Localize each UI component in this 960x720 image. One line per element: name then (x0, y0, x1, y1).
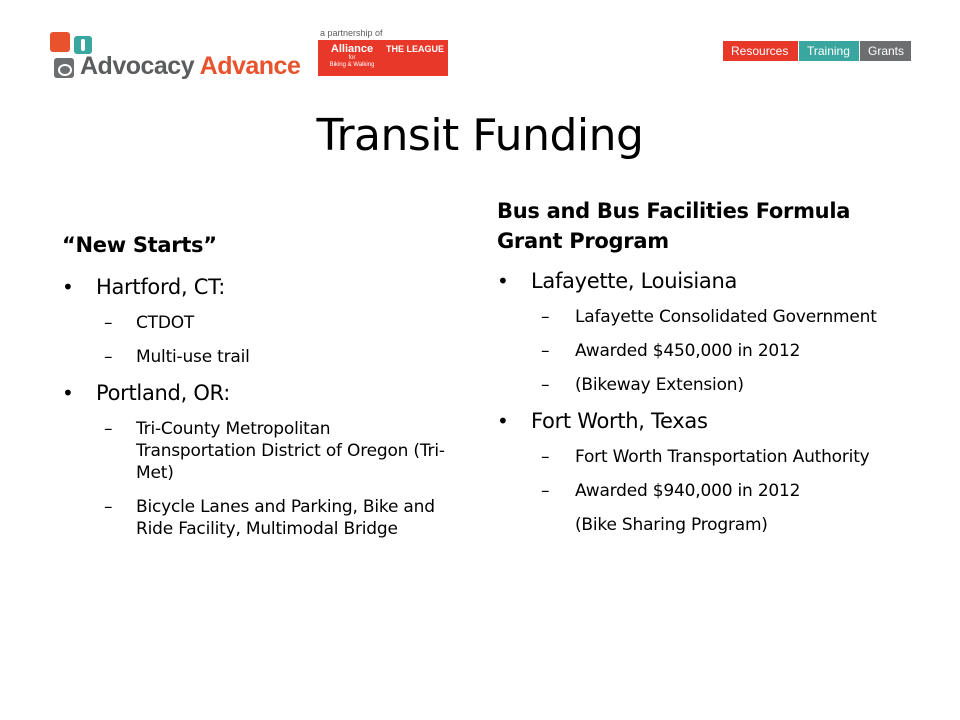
bullet-hartford: • Hartford, CT: (62, 274, 452, 300)
sub-text: (Bikeway Extension) (575, 375, 744, 395)
sub-item (62, 496, 452, 540)
sub-item (497, 306, 917, 328)
partnership-logos (318, 28, 492, 78)
sub-item (497, 480, 917, 502)
bullet-lafayette: • Lafayette, Louisiana (497, 268, 917, 294)
nav-resources-button[interactable]: Resources (723, 41, 799, 61)
bullet-portland: • Portland, OR: (62, 380, 452, 406)
dash-glyph: – (104, 419, 113, 439)
logo-wordmark: Advocacy Advance (80, 52, 301, 80)
slide-title: Transit Funding (316, 110, 644, 161)
sub-item (62, 312, 452, 334)
sub-text: Tri-County Metropolitan Transportation District of Oregon (Tri-Met) (136, 419, 445, 483)
sub-text: Bicycle Lanes and Parking, Bike and Ride Facility, Multimodal Bridge (136, 497, 435, 539)
sub-item (62, 418, 452, 484)
logo-square-orange (50, 32, 70, 52)
sub-text: Awarded $940,000 in 2012 (575, 481, 801, 501)
sub-text: Awarded $450,000 in 2012 (575, 341, 801, 361)
left-heading: “New Starts” (62, 233, 217, 257)
dash-glyph: – (541, 307, 550, 327)
sub-text: Fort Worth Transportation Authority (575, 447, 870, 467)
nav-grants-button[interactable]: Grants (860, 41, 911, 61)
dash-glyph: – (541, 447, 550, 467)
top-nav (723, 41, 911, 61)
dash-glyph: – (104, 347, 113, 367)
dash-glyph: – (104, 313, 113, 333)
alliance-sub2: Biking & Walking (329, 62, 375, 68)
dash-glyph: – (541, 341, 550, 361)
alliance-name: Alliance (330, 43, 374, 55)
league-logo (386, 44, 492, 84)
sub-item (497, 374, 917, 396)
advocacy-advance-logo[interactable] (50, 30, 310, 82)
partner-badges[interactable] (318, 40, 492, 76)
sub-text: Lafayette Consolidated Government (575, 307, 877, 327)
sub-text: CTDOT (136, 313, 195, 333)
right-heading: Bus and Bus Facilities Formula Grant Program (497, 199, 851, 253)
right-column (497, 196, 917, 548)
bicycle-icon (54, 58, 74, 78)
league-sub: OF AMERICAN BICYCLISTS (464, 54, 492, 72)
sub-text: Multi-use trail (136, 347, 250, 367)
dash-glyph: – (104, 497, 113, 517)
sub-note: (Bike Sharing Program) (575, 515, 768, 535)
bullet-fort-worth: • Fort Worth, Texas (497, 408, 917, 434)
league-name: THE LEAGUE (386, 44, 445, 54)
dash-glyph: – (541, 481, 550, 501)
dash-glyph: – (541, 375, 550, 395)
alliance-logo (322, 43, 382, 69)
alliance-sub1: for (348, 55, 356, 61)
left-column (62, 230, 452, 552)
sub-item (497, 446, 917, 468)
sub-item (497, 340, 917, 362)
sub-item (62, 346, 452, 368)
nav-training-button[interactable]: Training (799, 41, 860, 61)
partnership-caption: a partnership of (320, 28, 383, 38)
